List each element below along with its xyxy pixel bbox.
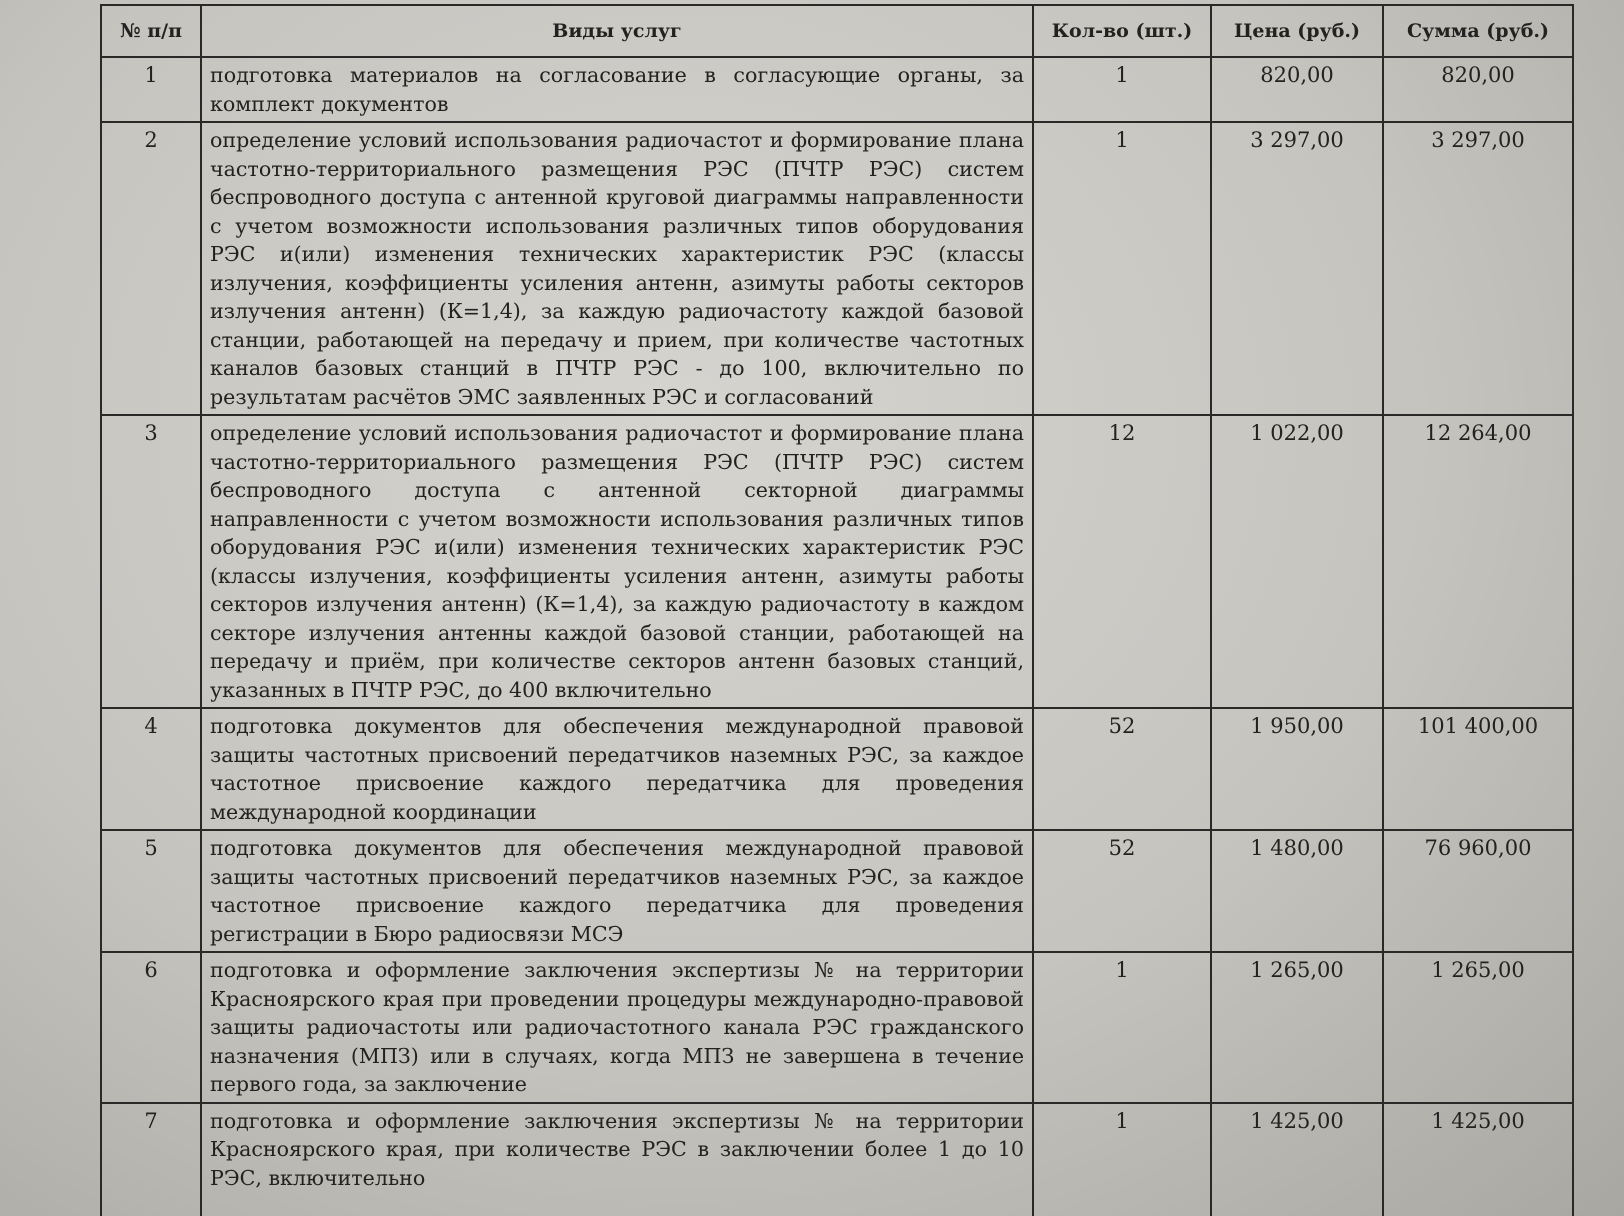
row-num: 2 xyxy=(101,122,201,415)
row-sum: 1 265,00 xyxy=(1383,952,1573,1103)
header-sum: Сумма (руб.) xyxy=(1383,5,1573,57)
row-price: 1 265,00 xyxy=(1211,952,1383,1103)
table-row xyxy=(101,830,1573,952)
row-service: подготовка и оформление заключения экспертизы № на территории Красноярского края, при количестве РЭС в заключении более 1 до 10 РЭС, включительно xyxy=(201,1103,1033,1216)
row-num: 7 xyxy=(101,1103,201,1216)
row-qty: 1 xyxy=(1033,122,1211,415)
row-qty: 52 xyxy=(1033,708,1211,830)
row-num: 4 xyxy=(101,708,201,830)
row-service: подготовка и оформление заключения экспертизы № на территории Красноярского края при проведении процедуры международно-правовой защиты радиочастоты или радиочастотного канала РЭС гражданского назначения (МПЗ) или в случаях, когда МПЗ не завершена в течение первого года, за заключение xyxy=(201,952,1033,1103)
header-service: Виды услуг xyxy=(201,5,1033,57)
row-num: 5 xyxy=(101,830,201,952)
table-row xyxy=(101,1103,1573,1216)
table-row xyxy=(101,708,1573,830)
row-service: подготовка документов для обеспечения международной правовой защиты частотных присвоений передатчиков наземных РЭС, за каждое частотное присвоение каждого передатчика для проведения международной координации xyxy=(201,708,1033,830)
table-header-row xyxy=(101,5,1573,57)
header-qty: Кол-во (шт.) xyxy=(1033,5,1211,57)
row-qty: 1 xyxy=(1033,1103,1211,1216)
row-sum: 101 400,00 xyxy=(1383,708,1573,830)
table-row xyxy=(101,952,1573,1103)
row-qty: 1 xyxy=(1033,57,1211,122)
header-num: № п/п xyxy=(101,5,201,57)
row-num: 3 xyxy=(101,415,201,708)
row-qty: 1 xyxy=(1033,952,1211,1103)
row-sum: 1 425,00 xyxy=(1383,1103,1573,1216)
row-sum: 12 264,00 xyxy=(1383,415,1573,708)
row-price: 1 022,00 xyxy=(1211,415,1383,708)
row-price: 1 480,00 xyxy=(1211,830,1383,952)
row-sum: 3 297,00 xyxy=(1383,122,1573,415)
row-sum: 820,00 xyxy=(1383,57,1573,122)
row-num: 6 xyxy=(101,952,201,1103)
row-qty: 12 xyxy=(1033,415,1211,708)
row-price: 820,00 xyxy=(1211,57,1383,122)
table-row xyxy=(101,57,1573,122)
row-qty: 52 xyxy=(1033,830,1211,952)
row-sum: 76 960,00 xyxy=(1383,830,1573,952)
row-price: 3 297,00 xyxy=(1211,122,1383,415)
row-price: 1 425,00 xyxy=(1211,1103,1383,1216)
header-price: Цена (руб.) xyxy=(1211,5,1383,57)
row-service: подготовка документов для обеспечения международной правовой защиты частотных присвоений передатчиков наземных РЭС, за каждое частотное присвоение каждого передатчика для проведения регистрации в Бюро радиосвязи МСЭ xyxy=(201,830,1033,952)
row-service: подготовка материалов на согласование в согласующие органы, за комплект документов xyxy=(201,57,1033,122)
table-row xyxy=(101,415,1573,708)
services-price-table xyxy=(100,4,1574,1216)
table-row xyxy=(101,122,1573,415)
row-num: 1 xyxy=(101,57,201,122)
row-service: определение условий использования радиочастот и формирование плана частотно-территориального размещения РЭС (ПЧТР РЭС) систем беспроводного доступа с антенной секторной диаграммы направленности с учетом возможности использования различных типов оборудования РЭС и(или) изменения технических характеристик РЭС (классы излучения, коэффициенты усиления антенн, азимуты работы секторов излучения антенн) (К=1,4), за каждую радиочастоту в каждом секторе излучения антенны каждой базовой станции, работающей на передачу и приём, при количестве секторов антенн базовых станций, указанных в ПЧТР РЭС, до 400 включительно xyxy=(201,415,1033,708)
row-price: 1 950,00 xyxy=(1211,708,1383,830)
row-service: определение условий использования радиочастот и формирование плана частотно-территориального размещения РЭС (ПЧТР РЭС) систем беспроводного доступа с антенной круговой диаграммы направленности с учетом возможности использования различных типов оборудования РЭС и(или) изменения технических характеристик РЭС (классы излучения, коэффициенты усиления антенн, азимуты работы секторов излучения антенн) (К=1,4), за каждую радиочастоту каждой базовой станции, работающей на передачу и прием, при количестве частотных каналов базовых станций в ПЧТР РЭС - до 100, включительно по результатам расчётов ЭМС заявленных РЭС и согласований xyxy=(201,122,1033,415)
